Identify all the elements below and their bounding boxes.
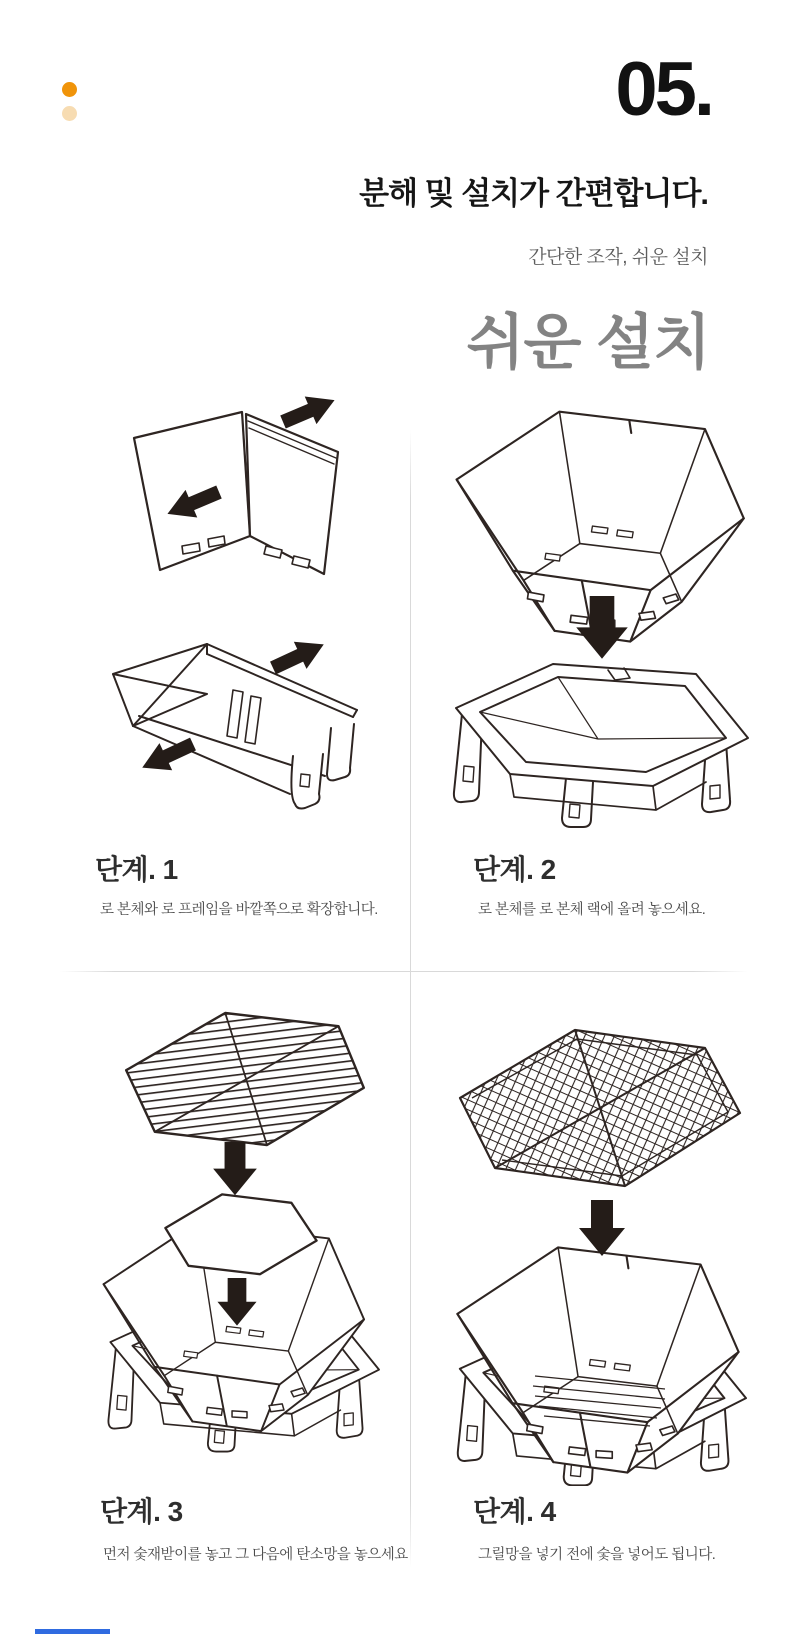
accent-dot-secondary: [62, 106, 77, 121]
section-number: 05.: [615, 47, 712, 132]
accent-dot-primary: [62, 82, 77, 97]
step1-caption: 로 본체와 로 프레임을 바깥쪽으로 확장합니다.: [100, 902, 378, 918]
divider-horizontal: [60, 971, 748, 972]
step3-insert-tray-illustration: [85, 990, 395, 1468]
step3-caption: 먼저 숯재받이를 놓고 그 다음에 탄소망을 놓으세요: [103, 1547, 408, 1563]
fire-bowl: [457, 1247, 738, 1472]
expand-arrow-icon: [136, 730, 199, 781]
folded-frame: [113, 644, 357, 809]
bottom-accent-bar: [35, 1629, 110, 1634]
step4-grill-mesh-illustration: [440, 1008, 760, 1486]
step2-label: 단계. 2: [473, 854, 556, 885]
step4-caption: 그릴망을 넣기 전에 숯을 넣어도 됩니다.: [478, 1547, 716, 1563]
step4-label: 단계. 4: [473, 1496, 556, 1527]
divider-vertical: [410, 430, 411, 1568]
section-watermark: 쉬운 설치: [466, 309, 710, 376]
down-arrow-icon: [213, 1142, 257, 1195]
step2-place-bowl-illustration: [440, 398, 760, 828]
folded-body-panels: [134, 412, 338, 574]
section-title: 분해 및 설치가 간편합니다.: [359, 176, 708, 211]
expand-arrow-icon: [277, 388, 340, 436]
expand-arrow-icon: [267, 631, 330, 682]
stand-rack: [454, 664, 748, 827]
step1-label: 단계. 1: [95, 854, 178, 885]
step3-label: 단계. 3: [100, 1496, 183, 1527]
step2-caption: 로 본체를 로 본체 랙에 올려 놓으세요.: [478, 902, 706, 918]
section-subtitle: 간단한 조작, 쉬운 설치: [528, 247, 708, 268]
charcoal-grate: [126, 1013, 364, 1145]
step1-unfold-illustration: [85, 388, 375, 822]
grill-mesh: [460, 1030, 740, 1186]
down-arrow-icon: [579, 1200, 625, 1256]
